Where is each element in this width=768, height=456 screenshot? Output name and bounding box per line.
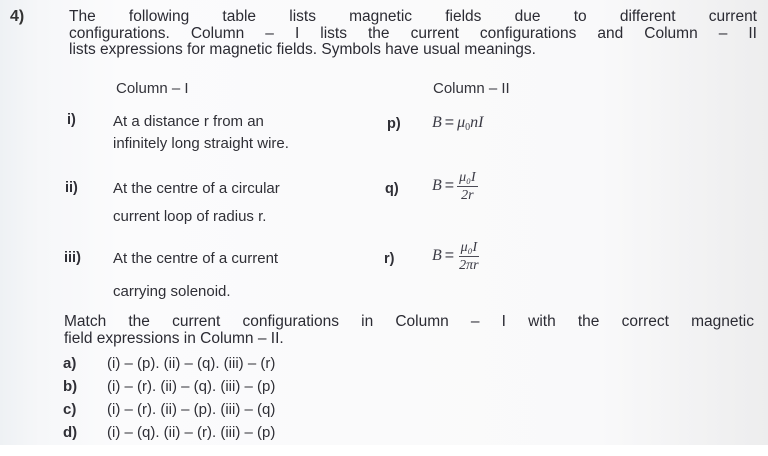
formula-q-lhs: B (432, 177, 442, 195)
row-label-ii: ii) (65, 180, 78, 196)
config-i-line1: At a distance r from an (113, 113, 264, 130)
formula-p-mu-sub: 0 (465, 122, 471, 133)
formula-q-numerator: μ₀I (459, 170, 476, 185)
column-ii-header: Column – II (433, 80, 510, 97)
intro-line: configurations. Column – I lists the current configurations and Column – II (69, 24, 757, 42)
formula-r-denominator: 2πr (459, 258, 479, 273)
row-label-i: i) (67, 112, 76, 128)
formula-p (432, 114, 483, 133)
question-intro (69, 9, 757, 59)
option-c-label[interactable]: c) (63, 401, 77, 418)
option-a-label[interactable]: a) (63, 355, 77, 372)
formula-r (432, 240, 481, 273)
formula-q-denominator: 2r (461, 188, 474, 203)
match-prompt (64, 313, 754, 347)
row-label-r: r) (384, 251, 395, 267)
option-c-text[interactable]: (i) – (r). (ii) – (p). (iii) – (q) (107, 401, 276, 418)
config-ii-line2: current loop of radius r. (113, 208, 267, 225)
option-d-label[interactable]: d) (63, 424, 78, 441)
column-i-header: Column – I (116, 80, 189, 97)
match-prompt-line: field expressions in Column – II. (64, 330, 284, 347)
question-number: 4) (10, 8, 25, 25)
formula-r-numerator: μ₀I (460, 240, 478, 255)
config-ii-line1: At the centre of a circular (113, 180, 280, 197)
formula-p-mu: μ (457, 114, 466, 131)
formula-r-lhs: B (432, 247, 442, 265)
config-iii-line1: At the centre of a current (113, 250, 279, 267)
option-b-text[interactable]: (i) – (r). (ii) – (q). (iii) – (p) (107, 378, 276, 395)
formula-p-eq: = (444, 114, 455, 131)
formula-p-rest: nI (470, 114, 484, 131)
row-label-iii: iii) (64, 250, 81, 266)
formula-q-fraction (457, 170, 478, 203)
option-d-text[interactable]: (i) – (q). (ii) – (r). (iii) – (p) (107, 424, 276, 441)
row-label-q: q) (385, 181, 399, 197)
formula-r-eq: = (444, 247, 455, 265)
option-a-text[interactable]: (i) – (p). (ii) – (q). (iii) – (r) (107, 355, 276, 372)
intro-line: lists expressions for magnetic fields. Symbols have usual meanings. (69, 41, 536, 58)
config-iii-line2: carrying solenoid. (113, 283, 231, 300)
formula-q-eq: = (444, 177, 455, 195)
formula-q (432, 170, 478, 203)
option-b-label[interactable]: b) (63, 378, 78, 395)
config-i-line2: infinitely long straight wire. (113, 135, 289, 152)
formula-p-lhs: B (432, 114, 442, 131)
match-prompt-line: Match the current configurations in Column – I with the correct magnetic (64, 313, 754, 330)
formula-r-fraction (457, 240, 480, 273)
row-label-p: p) (387, 116, 401, 132)
intro-line: The following table lists magnetic fields due to different current (69, 8, 757, 25)
